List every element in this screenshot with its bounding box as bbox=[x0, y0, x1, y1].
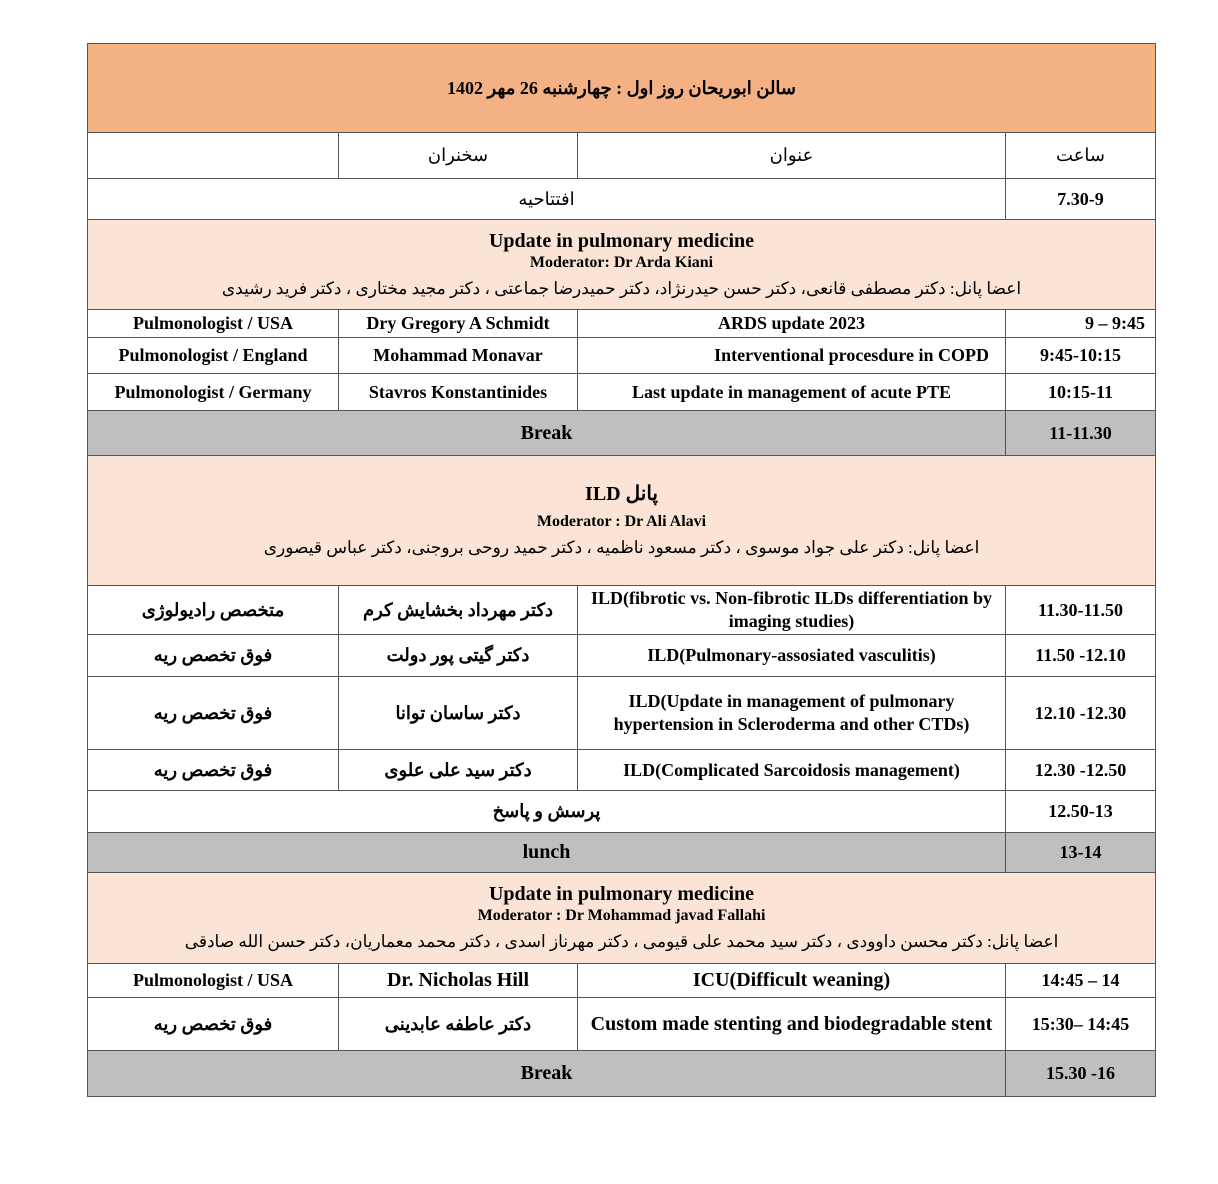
section2-moderator: Moderator : Dr Ali Alavi bbox=[536, 512, 707, 530]
row9-speaker: دکتر عاطفه عابدینی bbox=[339, 998, 578, 1051]
section2-panel: اعضا پانل: دکتر علی جواد موسوی ، دکتر مسعود ناظمیه ، دکتر حمید روحی بروجنی، دکتر عباس قیصوری bbox=[263, 537, 980, 557]
row5-speaker: دکتر گیتی پور دولت bbox=[339, 635, 578, 677]
row9-topic: Custom made stenting and biodegradable stent bbox=[578, 998, 1006, 1051]
section2-header bbox=[88, 456, 1156, 586]
row2-speaker: Mohammad Monavar bbox=[339, 338, 578, 374]
row8-time: 14:45 – 14 bbox=[1006, 964, 1156, 998]
row4-topic: ILD(fibrotic vs. Non-fibrotic ILDs differentiation by imaging studies) bbox=[578, 586, 1006, 635]
row8-role: Pulmonologist / USA bbox=[88, 964, 339, 998]
break2-label: Break bbox=[88, 1051, 1006, 1097]
row3-role: Pulmonologist / Germany bbox=[88, 374, 339, 411]
section1-panel: اعضا پانل: دکتر مصطفی قانعی، دکتر حسن حیدرنژاد، دکتر حمیدرضا جماعتی ، دکتر مجید مختاری ، دکتر فرید رشیدی bbox=[221, 278, 1022, 298]
row5-time: 11.50 -12.10 bbox=[1006, 635, 1156, 677]
row1-time: 9 – 9:45 bbox=[1006, 310, 1156, 338]
row6-role: فوق تخصص ریه bbox=[88, 677, 339, 750]
header-speaker: سخنران bbox=[339, 133, 578, 179]
row8-speaker: Dr. Nicholas Hill bbox=[339, 964, 578, 998]
section3-moderator: Moderator : Dr Mohammad javad Fallahi bbox=[477, 907, 766, 924]
opening-time: 7.30-9 bbox=[1006, 179, 1156, 220]
row9-role: فوق تخصص ریه bbox=[88, 998, 339, 1051]
row3-topic: Last update in management of acute PTE bbox=[578, 374, 1006, 411]
section3-panel: اعضا پانل: دکتر محسن داوودی ، دکتر سید محمد علی قیومی ، دکتر مهرناز اسدی ، دکتر محمد معماریان، دکتر حسن الله صادقی bbox=[184, 932, 1059, 951]
row7-topic: ILD(Complicated Sarcoidosis management) bbox=[578, 750, 1006, 791]
row6-speaker: دکتر ساسان توانا bbox=[339, 677, 578, 750]
row1-role: Pulmonologist / USA bbox=[88, 310, 339, 338]
row4-role: متخصص رادیولوژی bbox=[88, 586, 339, 635]
row1-speaker: Dry Gregory A Schmidt bbox=[339, 310, 578, 338]
page-title: سالن ابوریحان روز اول : چهارشنبه 26 مهر 1402 bbox=[88, 44, 1156, 133]
row3-speaker: Stavros Konstantinides bbox=[339, 374, 578, 411]
row5-topic: ILD(Pulmonary-assosiated vasculitis) bbox=[578, 635, 1006, 677]
header-topic: عنوان bbox=[578, 133, 1006, 179]
break1-time: 11-11.30 bbox=[1006, 411, 1156, 456]
row4-time: 11.30-11.50 bbox=[1006, 586, 1156, 635]
section3-header bbox=[88, 873, 1156, 964]
break1-label: Break bbox=[88, 411, 1006, 456]
row2-time: 9:45-10:15 bbox=[1006, 338, 1156, 374]
qa-label: پرسش و پاسخ bbox=[88, 791, 1006, 833]
row2-role: Pulmonologist / England bbox=[88, 338, 339, 374]
row7-speaker: دکتر سید علی علوی bbox=[339, 750, 578, 791]
row9-time: 15:30– 14:45 bbox=[1006, 998, 1156, 1051]
section2-title: پانل ILD bbox=[585, 482, 658, 505]
section1-moderator: Moderator: Dr Arda Kiani bbox=[529, 253, 714, 271]
qa-time: 12.50-13 bbox=[1006, 791, 1156, 833]
row5-role: فوق تخصص ریه bbox=[88, 635, 339, 677]
row1-topic: ARDS update 2023 bbox=[578, 310, 1006, 338]
row3-time: 10:15-11 bbox=[1006, 374, 1156, 411]
row6-topic: ILD(Update in management of pulmonary hypertension in Scleroderma and other CTDs) bbox=[578, 677, 1006, 750]
schedule-table bbox=[87, 43, 1156, 1097]
section3-title: Update in pulmonary medicine bbox=[488, 883, 755, 905]
row4-speaker: دکتر مهرداد بخشایش کرم bbox=[339, 586, 578, 635]
lunch-time: 13-14 bbox=[1006, 833, 1156, 873]
section1-title: Update in pulmonary medicine bbox=[488, 229, 755, 252]
header-time: ساعت bbox=[1006, 133, 1156, 179]
row6-time: 12.10 -12.30 bbox=[1006, 677, 1156, 750]
lunch-label: lunch bbox=[88, 833, 1006, 873]
opening-label: افتتاحیه bbox=[88, 179, 1006, 220]
row2-topic: Interventional procesdure in COPD bbox=[578, 338, 1006, 374]
break2-time: 15.30 -16 bbox=[1006, 1051, 1156, 1097]
row7-role: فوق تخصص ریه bbox=[88, 750, 339, 791]
header-empty bbox=[88, 133, 339, 179]
section1-header bbox=[88, 220, 1156, 310]
row7-time: 12.30 -12.50 bbox=[1006, 750, 1156, 791]
row8-topic: ICU(Difficult weaning) bbox=[578, 964, 1006, 998]
